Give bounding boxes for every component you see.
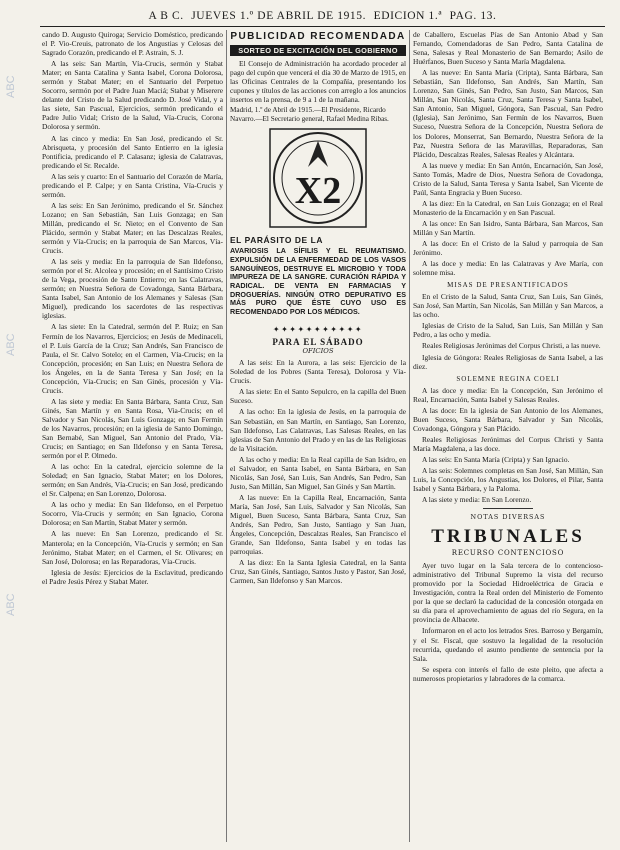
seal-crown-icon	[308, 141, 328, 167]
notas-heading: NOTAS DIVERSAS	[470, 513, 546, 522]
misas-paragraph: Iglesias de Cristo de la Salud, San Luis, San Millán y San Pedro, a las ocho y media.	[413, 321, 603, 340]
col1-paragraph: A las ocho y media: En San Ildefonso, en el Perpetuo Socorro, Vía-Crucis y sermón; en San Ignacio, Corona Dolorosa; en San Martín, Stabat Mater y sermón.	[42, 500, 223, 528]
misas-heading: MISAS DE PRESANTIFICADOS	[447, 281, 569, 290]
col1-paragraph: cando D. Augusto Quiroga; Servicio Doméstico, predicando el P. Vio-Creuis, patronato de los Angustias y Celosas del Sagrado Corazón, predicando el P. Astrain, S. J.	[42, 30, 223, 58]
column-rule-2	[409, 30, 410, 842]
col2-paragraph: A las siete: En el Santo Sepulcro, en la capilla del Buen Suceso.	[230, 387, 406, 406]
regina-heading: SOLEMNE REGINA COELI	[456, 374, 560, 383]
col3-paragraph: de Caballero, Escuelas Pías de San Antonio Abad y San Fernando, Comendadoras de San Pedro, Santa Catalina de Sena, Salesas y Real Monasterio de San Bernardo; Asilo de Huérfanos, Buen Suceso y Santa María Magdalena.	[413, 30, 603, 67]
col1-paragraph: A las siete y media: En Santa Bárbara, Santa Cruz, San Ginés, San Martín y en Santa Rosa, Via-Crucis; en el Salvador y San Nicolás, San Luis Gonzaga; en San Fermín de los Navarros, procesión; en la iglesia de Santo Domingo, San Bernabé, San Miguel, San Antonio del Prado, Vía-Crucis; en Santiago; en San Ildefonso y en Santa Teresa, sermón por el P. Olmedo.	[42, 396, 223, 461]
col3-paragraph: A las diez: En la Catedral, en San Luis Gonzaga; en el Real Monasterio de la Encarnación y en San Pascual.	[413, 198, 603, 217]
regina-paragraph: A las doce y media: En la Concepción, San Jerónimo el Real, Encarnación, Santa Isabel y Salesas Reales.	[413, 385, 603, 404]
col2-paragraph: A las ocho: En la iglesia de Jesús, en la parroquia de San Sebastián, en San Martín, en Santiago, San Lorenzo, San Ildefonso, Las Calatravas, Las Salesas Reales, en las iglesias de San Antonio del Prado y en las de las Religiosas de la Visitación.	[230, 407, 406, 453]
page-header	[40, 6, 605, 26]
x2-advertisement	[230, 127, 406, 321]
tribunales-paragraph: Se espera con interés el fallo de este pleito, que afecta a numerosos propietarios y labradores de la comarca.	[413, 664, 603, 683]
col3-paragraph: A las doce: En el Cristo de la Salud y parroquia de San Jerónimo.	[413, 239, 603, 258]
section-divider	[483, 508, 533, 509]
watermark-stamp-3	[4, 560, 24, 620]
notice-signature: Madrid, 1.º de Abril de 1915.—El Presidente, Ricardo Navarro.—El Secretario general, Rafael Medina Ribas.	[230, 106, 389, 124]
header-edition: EDICION 1.ª	[373, 10, 443, 22]
column-3	[413, 30, 603, 842]
misas-paragraph: Iglesia de Góngora: Reales Religiosas de Santa Isabel, a las diez.	[413, 352, 603, 371]
header-paper: A B C.	[148, 10, 184, 22]
watermark-stamp-2	[4, 300, 24, 360]
regina-paragraph: Reales Religiosas Jerónimas del Corpus Christi y Santa María Magdalena, a las doce.	[413, 434, 603, 453]
tribunales-paragraph: Ayer tuvo lugar en la Sala tercera de lo contencioso-administrativo del Tribunal Supremo la vista del recurso promovido por la Sociedad Hidroeléctrica de Gracia e Investigación, contra la Real orden del Ministerio de Fomento por la que se declaró la caducidad de la concesión otorgada en su día para el aprovechamiento de aguas del río Segura, en la provincia de Albacete.	[413, 561, 603, 625]
watermark-text-3: ABC	[5, 593, 17, 616]
column-2	[230, 30, 406, 842]
ad-heading: EL PARÁSITO DE LA	[230, 235, 324, 246]
col1-paragraph: A las seis: En San Jerónimo, predicando el Sr. Sánchez Lozano; en San Sebastián, San Luis Gonzaga; en San Millán, predicando el Sr. Nieto; en el Convento de San Plácido, sermón y Stabat Mater; en las Descalzas Reales, sermón y Vía-Crucis; en la parroquia de San Marcos, Vía-Crucis.	[42, 200, 223, 256]
ornament-row: ✦✦✦✦✦✦✦✦✦✦✦	[272, 325, 364, 335]
tribunales-subheading: RECURSO CONTENCIOSO	[451, 549, 565, 558]
watermark-text: ABC	[5, 75, 17, 98]
header-page: PAG. 13.	[449, 10, 497, 22]
tribunales-paragraph: Informaron en el acto los letrados Sres. Barroso y Bergamín, y el Sr. Fiscal, que sostuvo la legalidad de la resolución recurrida, quedando el asunto pendiente de sentencia por la Sala.	[413, 626, 603, 663]
publicidad-heading: PUBLICIDAD RECOMENDADA	[230, 31, 406, 42]
col1-paragraph: A las ocho: En la catedral, ejercicio solemne de la Soledad; en San Ignacio, Stabat Mater; en los Dolores, sermón; en San Andrés, Vía-Crucis; en San José, predicando el Sr. Calpena; en San Lorenzo, Dolorosa.	[42, 462, 223, 499]
column-rule-1	[226, 30, 227, 842]
regina-paragraph: A las siete y media: En San Lorenzo.	[422, 495, 532, 505]
col3-paragraph: A las doce y media: En las Calatravas y Ave María, con solemne misa.	[413, 259, 603, 278]
ad-text: AVARIOSIS LA SÍFILIS Y EL REUMATISMO. EXPULSIÓN DE LA ENFERMEDAD DE LOS VASOS SANGUÍNEOS, DESTRUYE EL MICROBIO Y TODA IMPUREZA DE LA SANGRE. CURACIÓN RÁPIDA Y RADICAL. DE VENTA EN FARMACIAS Y DROGUERÍAS. NINGÚN OTRO DEPURATIVO ES MÁS PURO QUE ÉSTE CUYO USO ES RECOMENDADO POR LOS MÉDICOS.	[230, 246, 406, 317]
col1-paragraph: A las siete: En la Catedral, sermón del P. Ruiz; en San Fermín de los Navarros, Ejercicios; en Jesús de Medinaceli, el P. Luis García de la Cruz; San Andrés, San Francisco de Paula, el Sr. Calvo Sotelo; en el Carmen, Vía-Crucis; en la Concepción, procesión; en San Luis; en Nuestra Señora de los Ángeles, en la de Santa Teresa y San José; en la Concepción, Vía-Crucis; en San Ginés, procesión y Vía-Crucis.	[42, 322, 223, 395]
ad-mark: X2	[294, 170, 342, 213]
tribunales-heading: TRIBUNALES	[431, 526, 585, 548]
col1-paragraph: A las seis y cuarto: En el Santuario del Corazón de María, predicando el P. Calpe; y en Santa Cristina, Vía-Crucis y sermón.	[42, 171, 223, 199]
regina-paragraph: A las seis: Solemnes completas en San José, San Millán, San Luis, la Concepción, los Angustias, los Dolores, el Pilar, Santa Isabel y Santa Bárbara, y la Paloma.	[413, 465, 603, 494]
col1-paragraph: Iglesia de Jesús: Ejercicios de la Esclavitud, predicando el Padre Jesús Pérez y Stabat Mater.	[42, 567, 223, 586]
col2-paragraph: A las nueve: En la Capilla Real, Encarnación, Santa María, San José, San Luis, Salvador y San Nicolás, San Miguel, Buen Suceso, Santa Bárbara, Santa Cruz, San Andrés, San Pedro, San Justo, Santiago y San Juan, Ángeles, Concepción, Descalzas Reales, San Francisco el Grande, San Ildefonso, Santa Isabel y en todas las parroquias.	[230, 492, 406, 557]
col3-paragraph: A las once: En San Isidro, Santa Bárbara, San Marcos, San Millán y San Martín.	[413, 218, 603, 237]
regina-paragraph: A las doce: En la iglesia de San Antonio de los Alemanes, Buen Suceso, Santa Bárbara, Salvador y San Nicolás, Covadonga, Góngora y San Plácido.	[413, 405, 603, 433]
ad-heading-row	[230, 235, 406, 245]
x2-seal-graphic	[230, 127, 406, 231]
col1-paragraph: A las seis y media: En la parroquia de San Ildefonso, sermón por el Sr. Alcolea y procesión; en el Santísimo Cristo de la Vega, procesión de Santo Entierro; en las Calatravas, sermón; en Nuestra Señora de Covadonga, Santa Bárbara, Santa Isabel, San Antonio de los Alemanes y Salesas (San Miguel), predicando los sacerdotes de las respectivas iglesias.	[42, 257, 223, 321]
watermark-stamp	[4, 42, 24, 102]
notice-bar: SORTEO DE EXCITACIÓN DEL GOBIERNO	[230, 45, 406, 56]
misas-paragraph: En el Cristo de la Salud, Santa Cruz, San Luis, San Ginés, San José, San Martín, San Nicolás, San Millán y San Marcos, a las ocho.	[413, 292, 603, 320]
col3-paragraph: A las nueve: En Santa María (Cripta), Santa Bárbara, San Sebastián, San Ildefonso, San Andrés, San Martín, San Lorenzo, San Ginés, San Pedro, San Justo, San Marcos, San Millán, San Nicolás, Santa Cruz, Santa Teresa y Santa Isabel, San Antonio, San Miguel, Góngora, San Pascual, San Pedro (Iglesia), San Jerónimo, San Fermín de los Navarros, Buen Suceso, Nuestra Señora de la Concepción, Nuestra Señora de los Dolores, Monserrat, San Bernardo, Nuestra Señora de la Paz, Nuestra Señora de las Maravillas, Reparadoras, San Plácido, Descalzas Reales, Salesas Reales y Alcántara.	[413, 68, 603, 159]
col1-paragraph: A las nueve: En San Lorenzo, predicando el Sr. Manterola; en la Concepción, Vía-Crucis y sermón; en San Jerónimo, Stabat Mater; en el Carmen, el Sr. Olivares; en San José, Dolorosa; en las Reparadoras, Vía-Crucis.	[42, 529, 223, 566]
col1-paragraph: A las seis: San Martín, Vía-Crucis, sermón y Stabat Mater; en Santa Catalina y Santa Isabel, Corona Dolorosa, sermón y Stabat Mater; en el Santuario del Perpetuo Socorro, sermón por el Padre Juan Maciá; Stabat y Miserere delante del Cristo de la Salud predicando D. José Vidal, y a las siete, San Pascual, Ejercicios, sermón predicando el Padre Julio Vidal; Cristo de la Salud, Vía-Crucis, Corona Dolorosa y sermón.	[42, 59, 223, 132]
col1-paragraph: A las cinco y media: En San José, predicando el Sr. Abrisqueta, y procesión del Santo Entierro en la iglesia Pontificia, predicando el P. Calasanz; iglesia de Calatravas, predicando el Sr. Recalde.	[42, 133, 223, 170]
col3-paragraph: A las nueve y media: En San Antón, Encarnación, San José, Santo Tomás, Madre de Dios, Nuestra Señora de Covadonga, Cristo de la Salud, Santa Teresa y Santa Isabel, San Vicente de Paúl, Santa Engracia y Buen Suceso.	[413, 160, 603, 197]
notice-text: El Consejo de Administración ha acordado proceder al pago del cupón que vencerá el día 30 de Marzo de 1915, en las Oficinas Centrales de la Compañía, presentando los cupones y títulos de las acciones con arreglo a los anuncios insertos en la prensa, de 9 a 1 de la mañana.	[230, 59, 406, 105]
sabado-heading: PARA EL SÁBADO	[272, 337, 364, 348]
col2-paragraph: A las ocho y media: En la Real capilla de San Isidro, en el Salvador, en Santa Isabel, en Santa Bárbara, en San Nicolás, San José, San Luis, San Andrés, San Pedro, San Justo, San Millán, San Miguel, San Ginés y San Martín.	[230, 454, 406, 491]
oficios-subheading: OFICIOS	[302, 347, 334, 356]
column-1	[42, 30, 223, 842]
watermark-text-2: ABC	[5, 333, 17, 356]
header-date: JUEVES 1.º DE ABRIL DE 1915.	[191, 10, 367, 22]
regina-paragraph: A las seis: En Santa María (Cripta) y San Ignacio.	[422, 454, 570, 464]
col2-paragraph: A las seis: En la Aurora, a las seis: Ejercicio de la Soledad de los Pobres (Santa Teresa), Dolorosa y Vía-Crucis.	[230, 358, 406, 386]
col2-paragraph: A las diez: En la Santa Iglesia Catedral, en la Santa Cruz, San Ginés, Santiago, Santos Justo y Pastor, San José, Carmen, San Ildefonso y San Marcos.	[230, 558, 406, 586]
header-rule	[40, 26, 605, 27]
misas-paragraph: Reales Religiosas Jerónimas del Corpus Christi, a las nueve.	[422, 341, 601, 351]
